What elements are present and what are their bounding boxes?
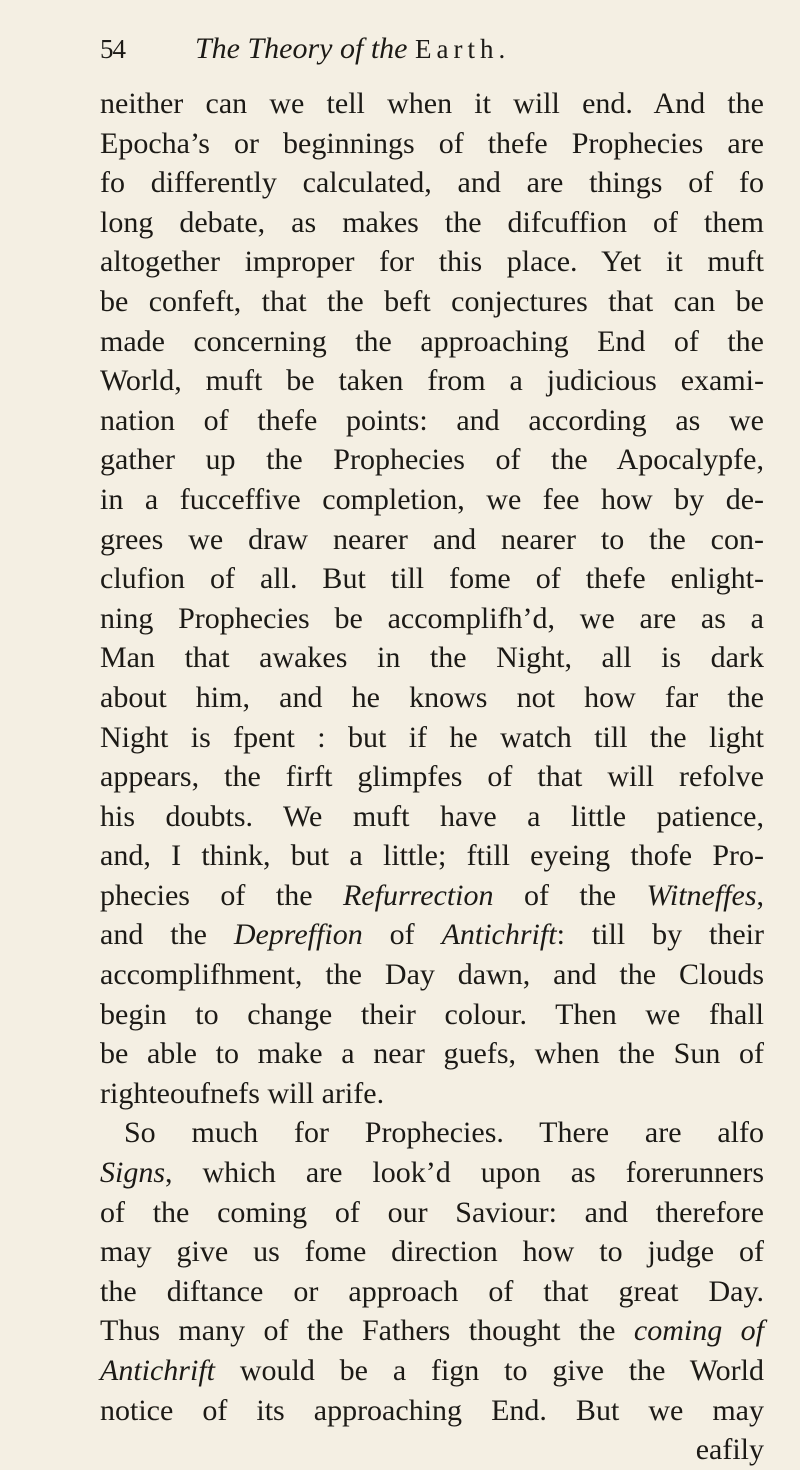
- text-run: and the: [100, 918, 234, 952]
- text-run: righteoufnefs will arife.: [100, 1076, 385, 1110]
- text-run: World, muft be taken from a judicious exami-: [100, 364, 764, 398]
- text-run: gather up the Prophecies of the Apocalypfe,: [100, 443, 764, 477]
- text-line: [100, 322, 764, 362]
- text-run: appears, the firft glimpfes of that will refolve: [100, 760, 764, 794]
- text-line: [100, 282, 764, 322]
- text-run: fo differently calculated, and are things of fo: [100, 166, 764, 200]
- italic-text: Depreffion: [233, 918, 363, 952]
- text-line: [100, 599, 764, 639]
- text-run: begin to change their colour. Then we fhall: [100, 997, 764, 1031]
- text-line: [100, 84, 764, 124]
- text-line: [100, 1153, 764, 1193]
- page-header: [100, 32, 762, 80]
- text-line: [100, 1272, 764, 1312]
- text-run: , which are look’d upon as forerunners: [165, 1156, 764, 1190]
- text-run: long debate, as makes the difcuffion of them: [100, 205, 764, 239]
- text-line: [100, 718, 764, 758]
- text-run: be able to make a near guefs, when the Sun of: [100, 1037, 764, 1071]
- text-line: [100, 1034, 764, 1074]
- text-line: [100, 1193, 764, 1233]
- text-line: [100, 995, 764, 1035]
- text-run: and, I think, but a little; ftill eyeing thofe Pro-: [100, 839, 764, 873]
- text-line: [100, 1351, 764, 1391]
- text-line: [100, 361, 764, 401]
- text-run: nation of thefe points: and according as we: [100, 403, 764, 437]
- text-line: [100, 638, 764, 678]
- text-run: Man that awakes in the Night, all is dark: [100, 641, 764, 675]
- text-line: [100, 955, 764, 995]
- text-run: clufion of all. But till fome of thefe enlight-: [100, 562, 764, 596]
- text-line: [100, 520, 764, 560]
- italic-text: Antichrift: [441, 918, 557, 952]
- text-run: Thus many of the Fathers thought the: [100, 1314, 634, 1348]
- page-number: 54: [100, 34, 125, 64]
- text-run: about him, and he knows not how far the: [100, 680, 764, 714]
- text-line: [100, 203, 764, 243]
- text-run: the diftance or approach of that great Day.: [100, 1274, 764, 1308]
- text-run: Epocha’s or beginnings of thefe Prophecies are: [100, 126, 764, 160]
- text-run: neither can we tell when it will end. And the: [100, 87, 764, 120]
- text-line: [100, 1391, 764, 1431]
- running-head-caps: Earth.: [414, 34, 511, 64]
- text-run: eafily: [695, 1433, 764, 1467]
- italic-text: Refurrection: [342, 878, 494, 912]
- text-line: [100, 124, 764, 164]
- text-line: [100, 401, 764, 441]
- text-run: of: [362, 918, 442, 952]
- text-run: altogether improper for this place. Yet it muft: [100, 245, 764, 279]
- text-run: made concerning the approaching End of the: [100, 324, 764, 358]
- text-run: in a fucceffive completion, we fee how by de-: [100, 482, 764, 516]
- italic-text: Signs: [100, 1156, 166, 1190]
- text-line: [100, 678, 764, 718]
- text-run: Night is fpent : but if he watch till the light: [100, 720, 764, 754]
- text-run: phecies of the: [100, 878, 343, 912]
- text-run: may give us fome direction how to judge of: [100, 1235, 764, 1269]
- text-line: [100, 440, 764, 480]
- text-line: [100, 480, 764, 520]
- italic-text: Antichrift: [100, 1354, 215, 1387]
- text-run: his doubts. We muft have a little patience,: [100, 799, 764, 833]
- text-line: [100, 1074, 764, 1114]
- text-run: would be a fign to give the World: [215, 1354, 764, 1387]
- running-head: [195, 32, 510, 66]
- text-line: [100, 757, 764, 797]
- running-head-italic: The Theory of the: [195, 32, 408, 65]
- text-line: [100, 836, 764, 876]
- text-line: [100, 559, 764, 599]
- text-run: ning Prophecies be accomplifh’d, we are as a: [100, 601, 764, 635]
- italic-text: coming of: [633, 1314, 764, 1348]
- text-line: [100, 797, 764, 837]
- text-run: of the: [493, 878, 647, 912]
- text-line: [100, 1232, 764, 1272]
- body-text: [100, 84, 764, 1470]
- text-line: [100, 915, 764, 955]
- text-run: ,: [756, 878, 765, 912]
- text-line: [100, 876, 764, 916]
- text-run: : till by their: [556, 918, 764, 952]
- text-run: notice of its approaching End. But we may: [100, 1393, 764, 1427]
- text-run: accomplifhment, the Day dawn, and the Clouds: [100, 958, 764, 992]
- text-run: be confeft, that the beft conjectures that can be: [100, 284, 764, 318]
- text-line: [100, 163, 764, 203]
- text-run: So much for Prophecies. There are alfo: [124, 1116, 764, 1150]
- text-run: grees we draw nearer and nearer to the con-: [100, 522, 764, 556]
- italic-text: Witneffes: [646, 878, 757, 912]
- text-run: of the coming of our Saviour: and therefore: [100, 1195, 764, 1229]
- text-line: [100, 242, 764, 282]
- text-line: [100, 1311, 764, 1351]
- text-line: [100, 1113, 764, 1153]
- text-line: [100, 1430, 764, 1470]
